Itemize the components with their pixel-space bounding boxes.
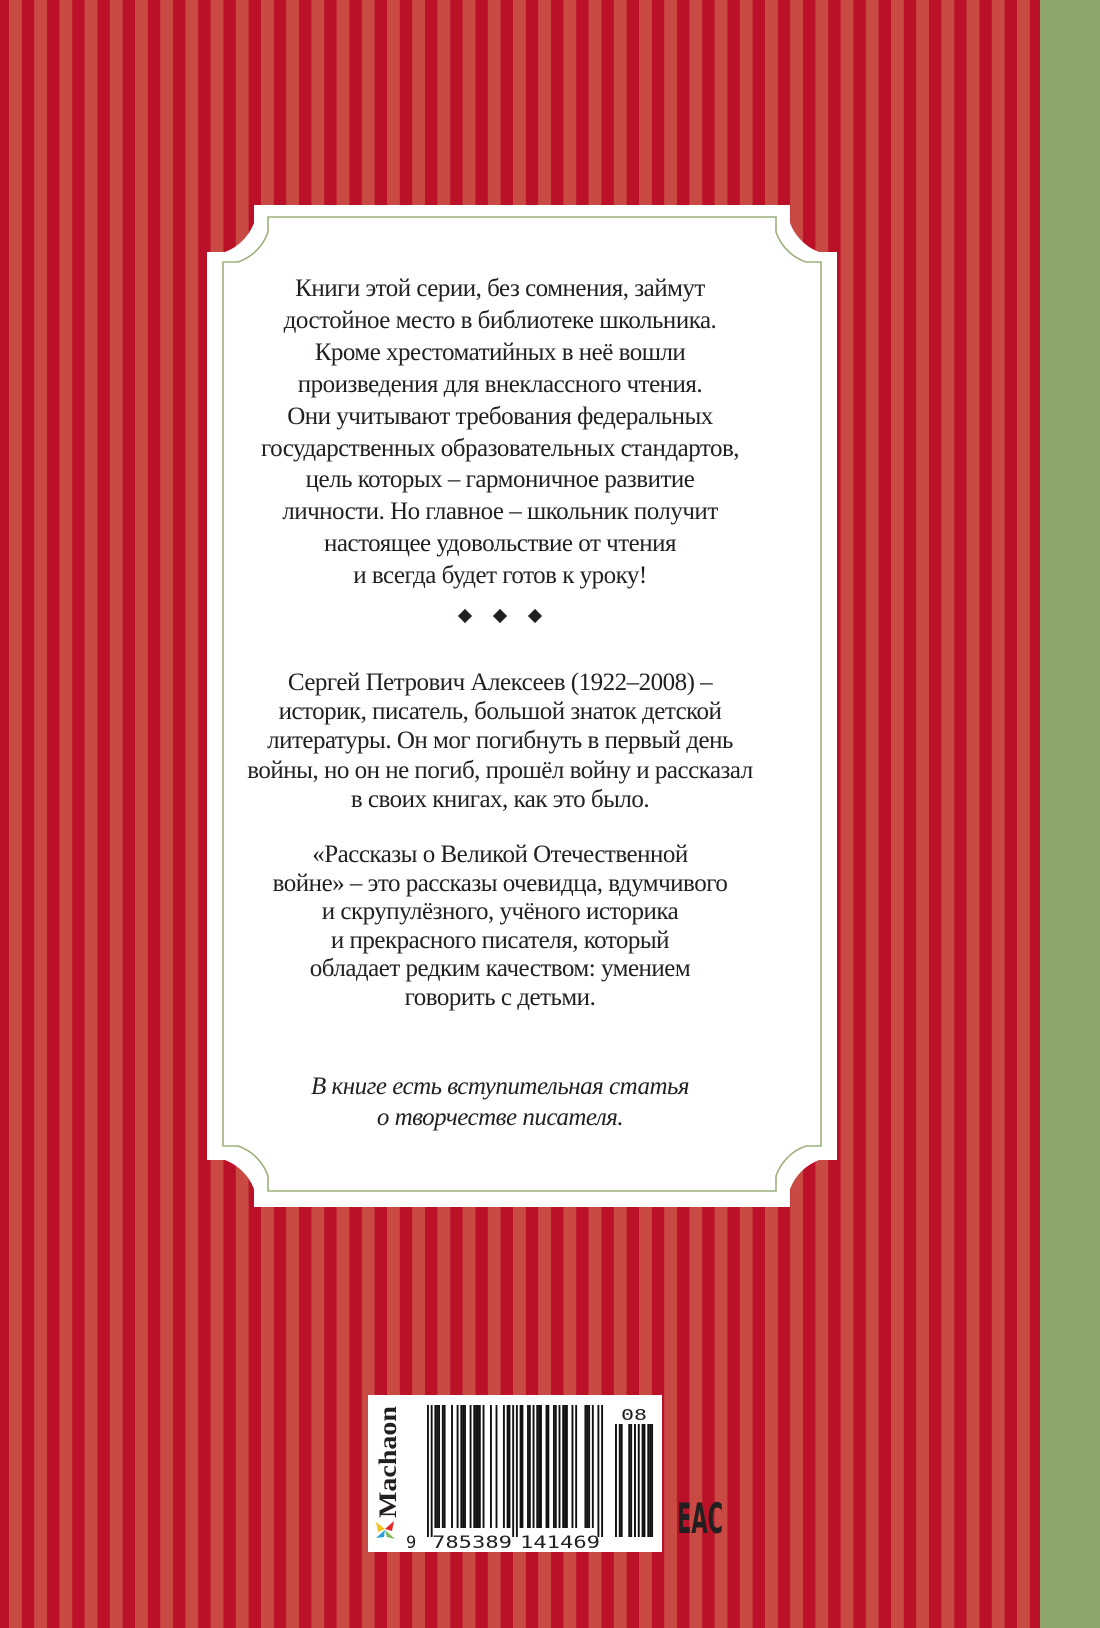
barcode-bar (473, 1405, 475, 1528)
barcode-bar (438, 1405, 440, 1528)
diamond-icon (493, 609, 507, 623)
barcode-bar (540, 1405, 542, 1528)
barcode-background (368, 1395, 662, 1552)
text-line: и прекрасного писателя, который (330, 926, 670, 954)
text-line: В книге есть вступительная статья (311, 1073, 689, 1100)
barcode-bar (479, 1405, 481, 1528)
barcode-bar (436, 1405, 438, 1528)
text-line: государственных образовательных стандартов, (260, 434, 740, 462)
barcode-bar (628, 1424, 630, 1537)
barcode-digits-right: 141469 (520, 1533, 600, 1553)
spine-edge (1040, 0, 1100, 1628)
barcode-bar (601, 1405, 603, 1537)
text-line: и скрупулёзного, учёного историка (321, 898, 679, 926)
barcode-bar (638, 1424, 640, 1537)
barcode-bar (615, 1424, 617, 1537)
barcode-bar (630, 1424, 632, 1537)
barcode-bar (475, 1405, 477, 1528)
ean-addon-barcode (615, 1424, 653, 1537)
barcode-bar (642, 1424, 644, 1537)
text-line: достойное место в библиотеке школьника. (283, 306, 717, 334)
text-line: произведения для внеклассного чтения. (297, 370, 703, 398)
intro-article-note (240, 1071, 760, 1133)
text-line: в своих книгах, как это было. (350, 785, 650, 813)
author-bio (240, 668, 760, 814)
barcode-bar (464, 1405, 466, 1528)
barcode-bar (462, 1405, 464, 1528)
text-line: историк, писатель, большой знаток детской (278, 698, 722, 726)
barcode-bar (520, 1405, 522, 1528)
barcode-bar (442, 1405, 444, 1528)
diamond-icon (528, 609, 542, 623)
barcode-bar (553, 1405, 555, 1528)
barcode-bar (427, 1405, 429, 1537)
text-line: настоящее удовольствие от чтения (324, 530, 676, 558)
barcode-bar (555, 1405, 557, 1528)
text-line: говорить с детьми. (404, 983, 596, 1011)
barcode-bar (572, 1405, 574, 1528)
barcode-bar (592, 1405, 594, 1528)
barcode-bar (546, 1405, 548, 1528)
barcode-bar (644, 1424, 646, 1537)
barcode-bar (516, 1405, 518, 1537)
barcode-bar (460, 1405, 462, 1528)
barcode-bar (559, 1405, 561, 1528)
barcode-bar (507, 1405, 509, 1528)
text-line: Книги этой серии, без сомнения, займут (295, 275, 705, 302)
barcode-bar (477, 1405, 479, 1528)
barcode-bar (547, 1405, 549, 1528)
barcode-bar (588, 1405, 590, 1528)
text-line: Кроме хрестоматийных в неё вошли (314, 338, 686, 366)
text-line: цель которых – гармоничное развитие (305, 466, 695, 494)
diamond-separator (460, 611, 540, 621)
barcode-bar (512, 1405, 514, 1537)
barcode-bar (575, 1405, 577, 1528)
barcode-bar (431, 1405, 433, 1537)
barcode-digit-first: 9 (406, 1533, 417, 1553)
eac-certification-mark: EAC (677, 1494, 723, 1543)
barcode-bar (533, 1405, 535, 1528)
barcode-bar (538, 1405, 540, 1528)
text-line: личности. Но главное – школьник получит (282, 498, 718, 526)
series-blurb (240, 273, 760, 592)
barcode-bar (503, 1405, 505, 1528)
text-line: обладает редким качеством: умением (309, 955, 691, 983)
barcode-bar (496, 1405, 498, 1528)
barcode-bar (451, 1405, 453, 1528)
diamond-icon (458, 609, 472, 623)
barcode-label (368, 1395, 662, 1553)
barcode-bar (483, 1405, 485, 1528)
barcode-bar (470, 1405, 472, 1528)
text-line: литературы. Он мог погибнуть в первый день (267, 727, 733, 755)
text-line: о творчестве писателя. (376, 1104, 624, 1131)
barcode-bar (529, 1405, 531, 1528)
barcode-bar (649, 1424, 651, 1537)
barcode-bar (536, 1405, 538, 1528)
barcode-bar (509, 1405, 511, 1528)
publisher-logo-text: Machaon (375, 1418, 402, 1518)
barcode-bar (584, 1405, 586, 1528)
barcode-bar (562, 1405, 564, 1528)
barcode-digits-left: 785389 (432, 1533, 512, 1553)
book-description (240, 841, 760, 1013)
barcode-bar (457, 1405, 459, 1528)
barcode-bar (564, 1405, 566, 1528)
barcode-bar (434, 1405, 436, 1528)
barcode-bar (490, 1405, 492, 1528)
text-line: Сергей Петрович Алексеев (1922–2008) – (287, 669, 713, 696)
barcode-bar (586, 1405, 588, 1528)
text-line: войны, но он не погиб, прошёл войну и рассказал (247, 756, 753, 784)
barcode-bar (597, 1405, 599, 1537)
barcode-bar (621, 1424, 623, 1537)
barcode-bar (566, 1405, 568, 1528)
text-line: «Рассказы о Великой Отечественной (312, 841, 688, 868)
text-line: Они учитывают требования федеральных (287, 402, 713, 430)
barcode-bar (527, 1405, 529, 1528)
text-line: и всегда будет готов к уроку! (353, 562, 647, 590)
barcode-bar (521, 1405, 523, 1528)
barcode-bar (634, 1424, 636, 1537)
barcode-bar (444, 1405, 446, 1528)
barcode-addon-digits: 08 (621, 1406, 647, 1424)
barcode-bar (647, 1424, 649, 1537)
text-line: войне» – это рассказы очевидца, вдумчивого (272, 869, 728, 897)
barcode-bar (619, 1424, 621, 1537)
barcode-bar (651, 1424, 653, 1537)
